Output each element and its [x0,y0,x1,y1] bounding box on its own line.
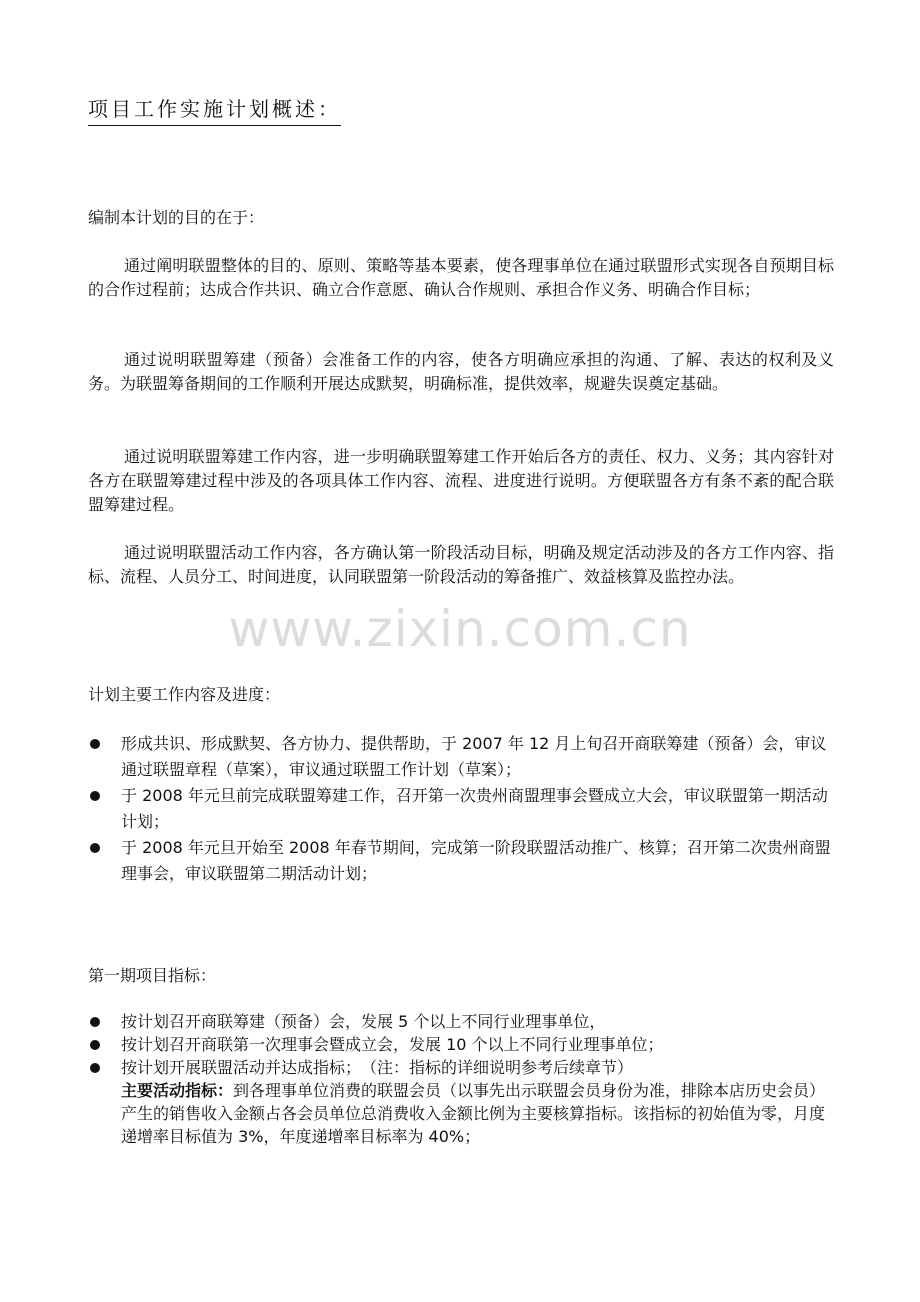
schedule-item-text: 于 2008 年元旦开始至 2008 年春节期间，完成第一阶段联盟活动推广、核算；召开第二次贵州商盟理事会，审议联盟第二期活动计划； [121,838,831,883]
list-item [88,835,834,887]
purpose-heading: 编制本计划的目的在于： [88,208,265,227]
main-activity-text: 到各理事单位消费的联盟会员（以事先出示联盟会员身份为准，排除本店历史会员）产生的销售收入金额占各会员单位总消费收入金额比例为主要核算指标。该指标的初始值为零，月度递增率目标值为 3%，年度递增率目标率为 40%； [121,1081,826,1146]
list-item [88,1033,834,1056]
bullet-icon [90,843,100,853]
schedule-heading: 计划主要工作内容及进度： [88,685,281,704]
target-item-text: 按计划召开商联第一次理事会暨成立会，发展 10 个以上不同行业理事单位； [121,1035,664,1054]
targets-list [88,1010,834,1148]
main-activity-target [121,1079,834,1148]
bullet-icon [90,1040,100,1050]
watermark: www.zixin.com.cn [228,600,692,658]
page-title: 项目工作实施计划概述： [88,95,341,126]
targets-heading: 第一期项目指标： [88,966,217,985]
bullet-icon [90,791,100,801]
schedule-item-text: 于 2008 年元旦前完成联盟筹建工作，召开第一次贵州商盟理事会暨成立大会，审议联盟第一期活动计划； [121,786,828,831]
bullet-icon [90,1017,100,1027]
purpose-paragraph-4: 通过说明联盟活动工作内容，各方确认第一阶段活动目标，明确及规定活动涉及的各方工作内容、指标、流程、人员分工、时间进度，认同联盟第一阶段活动的筹备推广、效益核算及监控办法。 [88,543,834,586]
purpose-paragraph-2: 通过说明联盟筹建（预备）会准备工作的内容，使各方明确应承担的沟通、了解、表达的权利及义务。为联盟筹备期间的工作顺利开展达成默契，明确标准，提供效率，规避失误奠定基础。 [88,350,834,393]
purpose-paragraph-1: 通过阐明联盟整体的目的、原则、策略等基本要素，使各理事单位在通过联盟形式实现各自预期目标的合作过程前；达成合作共识、确立合作意愿、确认合作规则、承担合作义务、明确合作目标； [88,256,834,299]
target-item-text: 按计划开展联盟活动并达成指标； （注：指标的详细说明参考后续章节） [121,1058,634,1077]
schedule-item-text: 形成共识、形成默契、各方协力、提供帮助，于 2007 年 12 月上旬召开商联筹建（预备）会，审议通过联盟章程（草案），审议通过联盟工作计划（草案）； [121,734,827,779]
schedule-list [88,731,834,887]
purpose-paragraph-3: 通过说明联盟筹建工作内容，进一步明确联盟筹建工作开始后各方的责任、权力、义务；其内容针对各方在联盟筹建过程中涉及的各项具体工作内容、流程、进度进行说明。方便联盟各方有条不紊的配合联盟筹建过程。 [88,447,834,514]
main-activity-label: 主要活动指标： [121,1081,234,1100]
list-item [88,783,834,835]
bullet-icon [90,1063,100,1073]
target-item-text: 按计划召开商联筹建（预备）会，发展 5 个以上不同行业理事单位， [121,1012,606,1031]
list-item [88,1056,834,1148]
list-item [88,1010,834,1033]
bullet-icon [90,739,100,749]
list-item [88,731,834,783]
